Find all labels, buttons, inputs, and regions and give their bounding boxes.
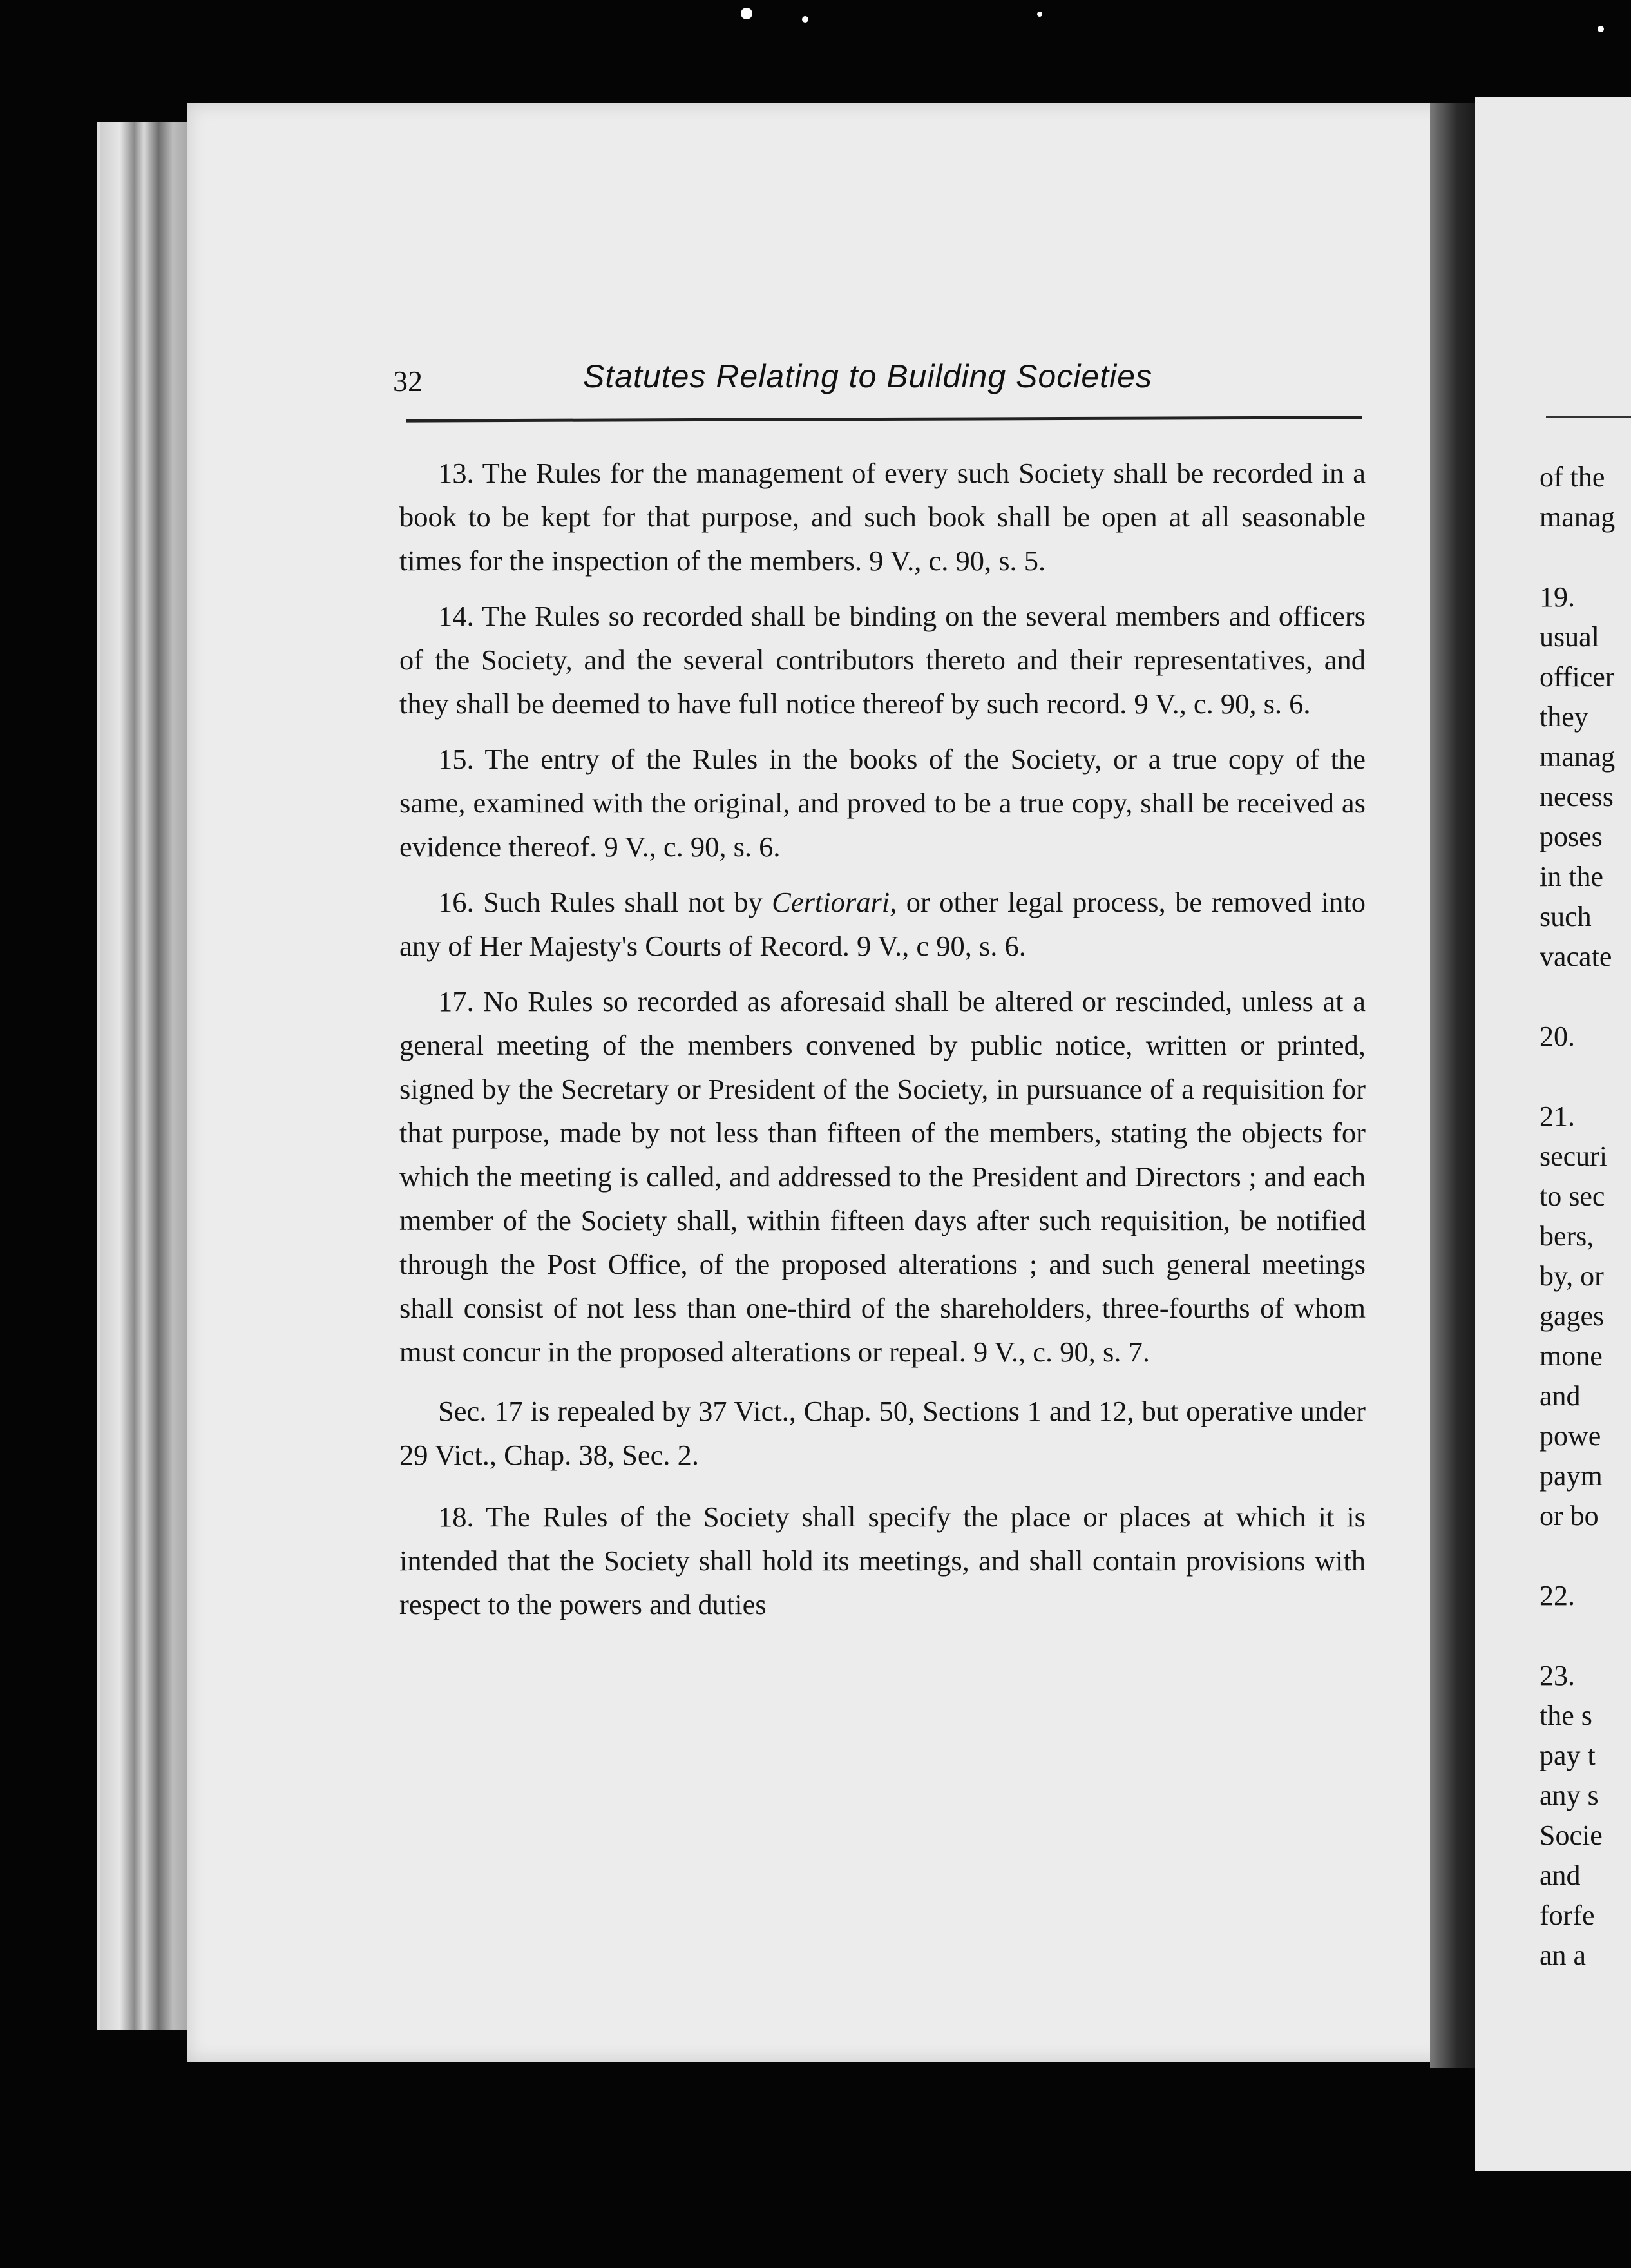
- repeal-note: Sec. 17 is repealed by 37 Vict., Chap. 50, Sections 1 and 12, but operative under 29 Vict., Chap. 38, Sec. 2.: [399, 1395, 1366, 1471]
- section-16-text-end: or other legal process, be removed into any of Her Majesty's Courts of Record. 9 V., c 90, s. 6.: [399, 886, 1366, 962]
- right-page-line: forfe: [1540, 1899, 1595, 1931]
- right-page-line: gages: [1540, 1300, 1605, 1332]
- right-page-line: usual: [1540, 621, 1599, 653]
- right-page-line: and: [1540, 1860, 1581, 1891]
- right-page-line: [1540, 977, 1631, 1017]
- right-page-line: 20.: [1540, 1021, 1575, 1052]
- right-page-line: such: [1540, 901, 1592, 932]
- right-page-line: bers,: [1540, 1220, 1594, 1252]
- right-page-line: in the: [1540, 861, 1603, 892]
- right-page-line: poses: [1540, 821, 1603, 852]
- section-17: 17. No Rules so recorded as aforesaid shall be altered or rescinded, unless at a general meeting of the members convened by public notice, written or printed, signed by the Secretary or President of the Society, in pursuance of a requisition for that purpose, made by not less than fifteen of the members, stating the objects for which the meeting is called, and addressed to the President and Directors ; and each member of the Society shall, within fifteen days after such requisition, be notified through the Post Office, of the proposed alterations ; and such general meetings shall consist of not less than one-third of the shareholders, three-fourths of whom must concur in the proposed alterations or repeal. 9 V., c. 90, s. 7.: [399, 985, 1366, 1368]
- right-page-line: necess: [1540, 781, 1614, 812]
- right-page-line: 22.: [1540, 1580, 1575, 1611]
- film-speck: [802, 16, 808, 23]
- running-title: Statutes Relating to Building Societies: [583, 358, 1152, 394]
- right-page-line: an a: [1540, 1939, 1587, 1971]
- right-page-fragment: [1475, 97, 1631, 2171]
- right-page-line: [1540, 1536, 1631, 1576]
- right-page-text: [1540, 457, 1631, 1975]
- right-page-line: manag: [1540, 501, 1616, 533]
- page-header: [393, 351, 1359, 403]
- right-page-line: 23.: [1540, 1660, 1575, 1691]
- section-16-text-start: 16. Such Rules shall not by: [438, 886, 772, 918]
- right-page-line: [1540, 537, 1631, 577]
- right-page-line: securi: [1540, 1140, 1608, 1172]
- book-gutter: [1430, 103, 1475, 2068]
- film-speck: [1598, 26, 1604, 32]
- right-page-line: powe: [1540, 1420, 1601, 1452]
- right-page-line: Socie: [1540, 1820, 1603, 1851]
- right-page-line: 19.: [1540, 581, 1575, 613]
- section-16-italic: Certiorari,: [772, 886, 897, 918]
- right-page-line: or bo: [1540, 1500, 1599, 1532]
- right-page-line: by, or: [1540, 1260, 1604, 1292]
- right-page-line: to sec: [1540, 1180, 1605, 1212]
- film-speck: [1037, 12, 1042, 17]
- right-page-line: and: [1540, 1380, 1581, 1412]
- page-number: 32: [393, 365, 423, 398]
- section-16: [399, 880, 1366, 968]
- section-18: 18. The Rules of the Society shall specify the place or places at which it is intended that the Society shall hold its meetings, and shall contain provisions with respect to the powers and duties: [399, 1501, 1366, 1620]
- section-13: 13. The Rules for the management of every such Society shall be recorded in a book to be kept for that purpose, and such book shall be open at all seasonable times for the inspection of the members. 9 V., c. 90, s. 5.: [399, 457, 1366, 577]
- right-page-line: officer: [1540, 661, 1615, 693]
- right-page-line: paym: [1540, 1460, 1603, 1492]
- right-page-line: any s: [1540, 1780, 1599, 1811]
- right-page-line: manag: [1540, 741, 1616, 773]
- film-speck: [741, 8, 752, 19]
- section-14: 14. The Rules so recorded shall be binding on the several members and officers of the Society, and the several contributors thereto and their representatives, and they shall be deemed to have full notice thereof by such record. 9 V., c. 90, s. 6.: [399, 600, 1366, 720]
- right-page-line: they: [1540, 701, 1588, 733]
- right-page-line: [1540, 1057, 1631, 1097]
- right-page-line: 21.: [1540, 1100, 1575, 1132]
- right-page-line: pay t: [1540, 1740, 1596, 1771]
- right-page-line: mone: [1540, 1340, 1603, 1372]
- right-page-rule: [1546, 416, 1631, 418]
- right-page-line: vacate: [1540, 941, 1612, 972]
- right-page-line: [1540, 1616, 1631, 1656]
- section-15: 15. The entry of the Rules in the books of the Society, or a true copy of the same, examined with the original, and proved to be a true copy, shall be received as evidence thereof. 9 V., c. 90, s. 6.: [399, 743, 1366, 863]
- book-page-edges: [97, 122, 197, 2030]
- page-body: [399, 451, 1366, 1638]
- right-page-line: the s: [1540, 1700, 1592, 1731]
- right-page-line: of the: [1540, 461, 1605, 493]
